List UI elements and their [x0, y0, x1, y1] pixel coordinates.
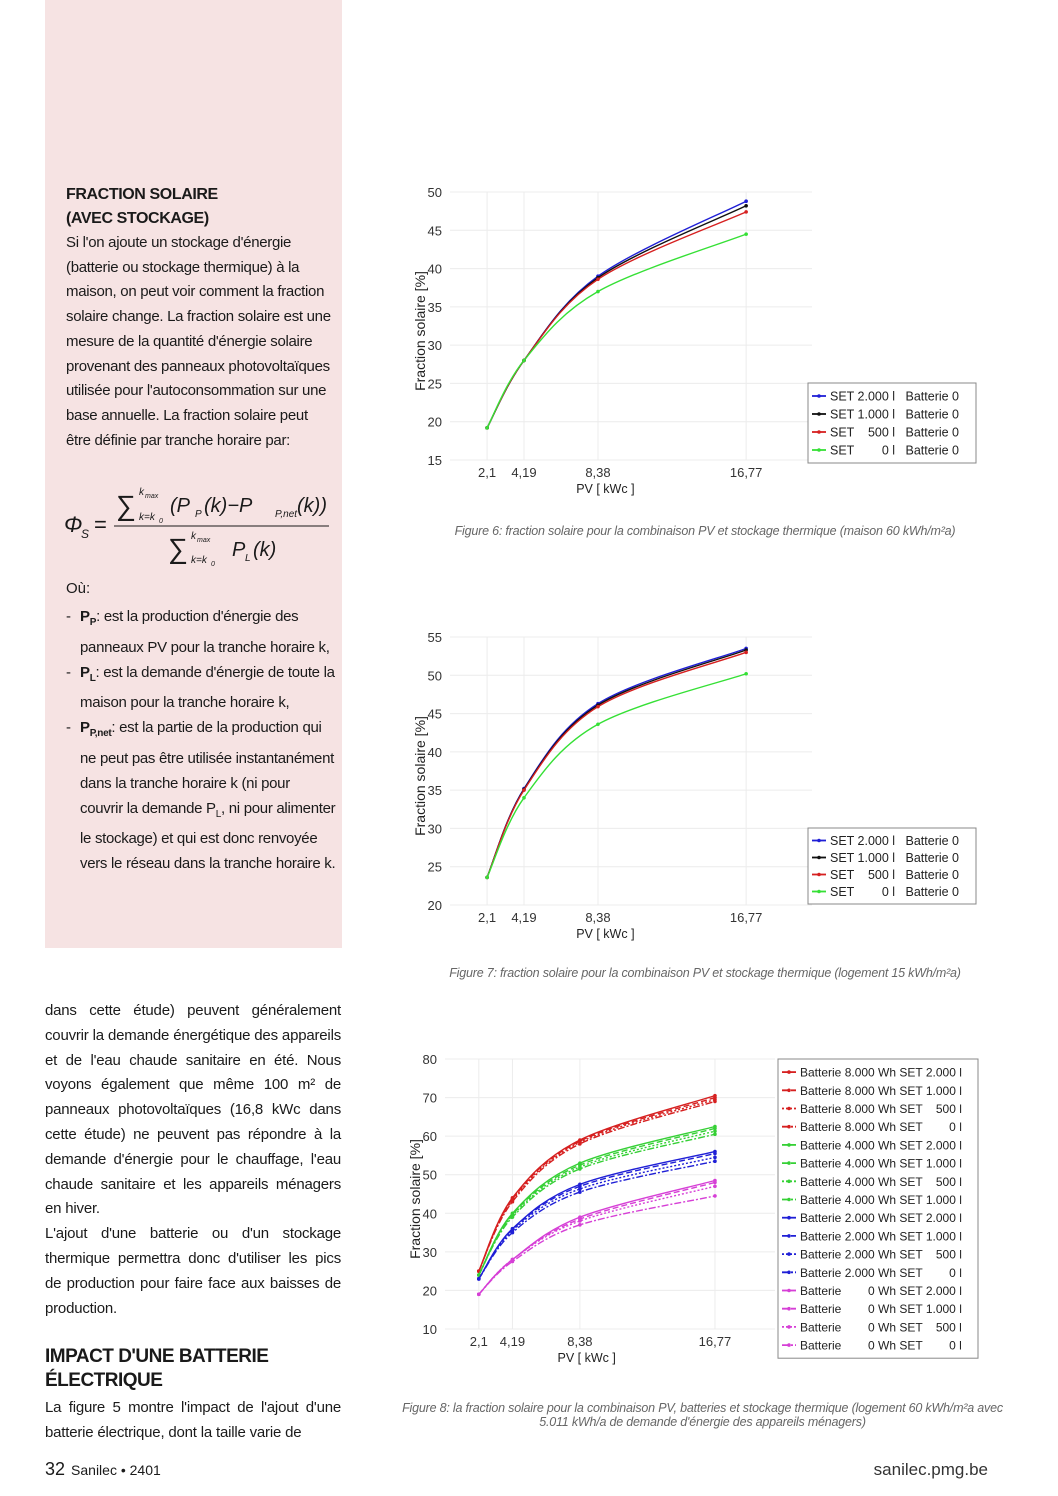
- legend-marker: [787, 1343, 791, 1347]
- formula-lhs-sub: S: [81, 527, 90, 541]
- data-point: [596, 722, 600, 726]
- figure-8-caption: Figure 8: la fraction solaire pour la combinaison PV, batteries et stockage thermique (logement 60 kWh/m²a avec 5.011 kWh/a de demande d'énergie des appareils ménagers): [402, 1401, 1003, 1429]
- y-tick-label: 20: [422, 1283, 437, 1299]
- data-point: [578, 1167, 582, 1171]
- data-point: [596, 277, 600, 281]
- formula-num-net-sub: P,net: [275, 509, 298, 520]
- data-point: [713, 1194, 717, 1198]
- y-tick-label: 45: [427, 706, 442, 722]
- legend-marker: [787, 1161, 791, 1165]
- legend-entry: Batterie 0 Wh SET 1.000 l: [800, 1302, 962, 1317]
- data-point: [713, 1152, 717, 1156]
- y-axis-label: Fraction solaire [%]: [412, 716, 428, 836]
- legend-marker: [787, 1289, 791, 1293]
- legend-entry: SET 2.000 l Batterie 0: [830, 389, 960, 404]
- formula-num-kmax-sub: max: [145, 493, 159, 500]
- section-heading: [45, 1345, 341, 1393]
- y-tick-label: 80: [422, 1052, 437, 1067]
- y-tick-label: 25: [427, 859, 442, 875]
- legend-entry: Batterie 0 Wh SET 0 l: [800, 1338, 962, 1353]
- x-tick-label: 8,38: [567, 1334, 593, 1349]
- legend-entry: Batterie 4.000 Wh SET 2.000 l: [800, 1138, 962, 1153]
- y-tick-label: 45: [427, 223, 442, 239]
- legend-marker: [787, 1234, 791, 1238]
- legend-marker: [787, 1325, 791, 1329]
- y-tick-label: 35: [427, 783, 442, 799]
- x-tick-label: 8,38: [585, 465, 611, 480]
- data-point: [477, 1292, 481, 1296]
- series-line: [487, 648, 746, 877]
- y-tick-label: 20: [427, 898, 442, 913]
- legend-entry: SET 500 l Batterie 0: [830, 425, 960, 440]
- x-tick-label: 4,19: [511, 465, 537, 480]
- x-tick-label: 4,19: [511, 910, 537, 925]
- data-point: [596, 705, 600, 709]
- definition-ppnet: - $P_{P,net}$: est la partie de la production qui ne peut pas être utilisée instantanément dans la tranche horaire k (ni pour couvrir la demande $P_L$, ni pour alimenter le stockage) et qui est donc renvoyée vers le réseau dans la tranche horaire k.: [66, 719, 336, 873]
- series-line: [487, 650, 746, 877]
- formula-num-kfrom-sub: 0: [159, 518, 163, 525]
- formula-den-kmax: k: [191, 531, 196, 542]
- formula-num-p-sub: P: [195, 509, 202, 520]
- legend-marker: [787, 1180, 791, 1184]
- main-paragraph-2: L'ajout d'une batterie ou d'un stockage thermique permettra donc d'utiliser les pics de production pour faire face aux baisses de production.: [45, 1225, 341, 1317]
- legend-entry: SET 2.000 l Batterie 0: [830, 834, 960, 848]
- series-line: [487, 234, 746, 428]
- legend-marker: [787, 1271, 791, 1275]
- legend-marker: [817, 873, 821, 877]
- formula-num-sum: ∑: [116, 490, 136, 521]
- y-axis-label: Fraction solaire [%]: [412, 271, 428, 391]
- y-tick-label: 50: [427, 668, 442, 684]
- formula-num-expr: (P: [170, 495, 190, 517]
- legend-marker: [787, 1307, 791, 1311]
- sidebar-heading-line2: (AVEC STOCKAGE): [66, 210, 209, 227]
- x-tick-label: 16,77: [729, 910, 763, 925]
- grid: [445, 1059, 775, 1329]
- data-point: [522, 359, 526, 363]
- figure-6-chart: [410, 180, 980, 500]
- legend-entry: Batterie 2.000 Wh SET 500 l: [800, 1247, 962, 1262]
- formula-den-kfrom-sub: 0: [211, 561, 215, 568]
- formula-den-kmax-sub: max: [197, 537, 211, 544]
- legend-entry: Batterie 8.000 Wh SET 500 l: [800, 1102, 962, 1116]
- sidebar-paragraph: Si l'on ajoute un stockage d'énergie (batterie ou stockage thermique) à la maison, on peut voir comment la fraction solaire change. La fraction solaire est une mesure de la quantité d'énergie solaire provenant des panneaux photovoltaïques utilisée pour l'autoconsommation sur une base annuelle. La fraction solaire peut être définie par tranche horaire par:: [66, 234, 331, 449]
- legend-entry: Batterie 4.000 Wh SET 1.000 l: [800, 1193, 962, 1207]
- formula-eq: =: [94, 512, 107, 537]
- series-line: [479, 1100, 715, 1272]
- y-tick-label: 35: [427, 299, 442, 315]
- footer-site-link[interactable]: sanilec.pmg.be: [873, 1460, 988, 1479]
- formula-den-sub: L: [245, 553, 251, 564]
- footer-left: [45, 1459, 161, 1480]
- page-number: 32: [45, 1459, 66, 1479]
- legend-marker: [817, 839, 821, 843]
- data-point: [713, 1159, 717, 1163]
- x-axis-label: PV [ kWc ]: [576, 927, 635, 941]
- data-point: [713, 1100, 717, 1104]
- x-tick-label: 16,77: [698, 1334, 732, 1349]
- series-line: [487, 201, 746, 428]
- legend-entry: Batterie 2.000 Wh SET 1.000 l: [800, 1229, 962, 1244]
- legend-marker: [787, 1070, 791, 1074]
- series-line: [479, 1134, 715, 1275]
- magazine-name: Sanilec • 2401: [71, 1462, 161, 1478]
- x-tick-label: 8,38: [585, 910, 611, 925]
- y-tick-label: 30: [422, 1244, 437, 1260]
- data-point: [511, 1200, 515, 1204]
- data-point: [744, 204, 748, 208]
- legend-marker: [787, 1107, 791, 1111]
- series-line: [479, 1127, 715, 1276]
- legend: [778, 1059, 978, 1358]
- legend-marker: [787, 1198, 791, 1202]
- y-tick-label: 55: [427, 630, 442, 645]
- y-tick-label: 30: [427, 821, 442, 837]
- legend-entry: SET 1.000 l Batterie 0: [830, 407, 960, 422]
- grid: [450, 192, 812, 460]
- data-point: [578, 1187, 582, 1191]
- y-tick-label: 40: [427, 261, 442, 277]
- data-point: [578, 1190, 582, 1194]
- sidebar-text: [66, 183, 334, 453]
- data-point: [744, 672, 748, 676]
- legend-marker: [817, 430, 821, 434]
- y-tick-label: 25: [427, 376, 442, 392]
- legend-entry: SET 0 l Batterie 0: [830, 885, 959, 899]
- series-line: [487, 674, 746, 878]
- data-point: [744, 651, 748, 655]
- x-tick-label: 16,77: [729, 465, 763, 480]
- data-point: [477, 1277, 481, 1281]
- legend-marker: [817, 448, 821, 452]
- sidebar-heading: [66, 183, 334, 231]
- definition-list: [66, 605, 336, 877]
- legend-marker: [787, 1125, 791, 1129]
- data-point: [511, 1231, 515, 1235]
- ou-label: Où:: [66, 580, 91, 597]
- legend-marker: [787, 1252, 791, 1256]
- formula-lhs: Φ: [64, 512, 83, 537]
- data-point: [713, 1184, 717, 1188]
- y-tick-label: 10: [422, 1322, 437, 1337]
- series-line: [479, 1101, 715, 1271]
- data-point: [713, 1132, 717, 1136]
- series-line: [487, 206, 746, 428]
- legend-marker: [817, 890, 821, 894]
- data-point: [578, 1219, 582, 1223]
- x-tick-label: 2,1: [478, 910, 497, 925]
- y-tick-label: 30: [427, 338, 442, 354]
- y-tick-label: 40: [427, 744, 442, 760]
- legend-marker: [787, 1089, 791, 1093]
- main-paragraph-1: dans cette étude) peuvent généralement couvrir la demande énergétique des appareils et de l'eau chaude sanitaire en été. Nous voyons également que même 100 m² de panneaux photovoltaïques (16,8 kWc dans cette étude) ne peuvent pas répondre à la demande d'énergie pour le chauffage, l'eau chaude sanitaire et les appareils ménagers en hiver.: [45, 1002, 341, 1218]
- data-point: [713, 1156, 717, 1160]
- figure-7-chart: [410, 625, 980, 945]
- legend-marker: [787, 1216, 791, 1220]
- legend: [808, 828, 976, 904]
- x-tick-label: 4,19: [499, 1334, 526, 1349]
- legend-marker: [817, 856, 821, 860]
- legend: [808, 383, 976, 463]
- legend-entry: Batterie 8.000 Wh SET 1.000 l: [800, 1083, 962, 1098]
- legend-entry: Batterie 2.000 Wh SET 2.000 l: [800, 1211, 962, 1226]
- legend-entry: Batterie 2.000 Wh SET 0 l: [800, 1265, 962, 1280]
- series-line: [487, 212, 746, 428]
- main-paragraph-3: La figure 5 montre l'impact de l'ajout d'une batterie électrique, dont la taille varie de: [45, 1399, 341, 1441]
- formula-num-end: (k)): [297, 495, 327, 517]
- data-point: [511, 1260, 515, 1264]
- formula-den-end: (k): [253, 539, 277, 561]
- x-axis-label: PV [ kWc ]: [576, 482, 635, 496]
- formula-num-kmax: k: [139, 487, 144, 498]
- y-tick-label: 40: [422, 1206, 437, 1222]
- legend-marker: [787, 1143, 791, 1147]
- y-tick-label: 15: [427, 453, 442, 468]
- formula-den-sum: ∑: [168, 533, 188, 564]
- legend-entry: SET 500 l Batterie 0: [830, 868, 960, 882]
- x-tick-label: 2,1: [469, 1334, 488, 1349]
- definition-pp: - $P_P$: est la production d'énergie des panneaux PV pour la tranche horaire k,: [66, 608, 330, 656]
- sidebar-heading-line1: FRACTION SOLAIRE: [66, 186, 218, 203]
- main-text: [45, 999, 341, 1321]
- solar-fraction-formula: [64, 482, 334, 572]
- legend-entry: Batterie 4.000 Wh SET 500 l: [800, 1174, 962, 1189]
- legend-marker: [817, 394, 821, 398]
- legend-entry: SET 1.000 l Batterie 0: [830, 851, 960, 865]
- legend-entry: Batterie 0 Wh SET 500 l: [800, 1320, 962, 1335]
- data-point: [522, 788, 526, 792]
- legend-entry: Batterie 8.000 Wh SET 2.000 l: [800, 1065, 962, 1080]
- section-heading-line1: IMPACT D'UNE BATTERIE: [45, 1346, 269, 1367]
- data-point: [744, 199, 748, 203]
- legend-entry: Batterie 4.000 Wh SET 1.000 l: [800, 1156, 962, 1171]
- x-tick-label: 2,1: [478, 465, 497, 480]
- formula-num-mid: (k)−P: [204, 495, 253, 517]
- series-line: [487, 652, 746, 877]
- figure-6-caption: Figure 6: fraction solaire pour la combinaison PV et stockage thermique (maison 60 kWh/m²a): [454, 524, 956, 538]
- y-tick-label: 60: [422, 1129, 437, 1145]
- data-point: [596, 290, 600, 294]
- legend-entry: Batterie 0 Wh SET 2.000 l: [800, 1284, 962, 1298]
- figure-7-caption: Figure 7: fraction solaire pour la combinaison PV et stockage thermique (logement 15 kWh/m²a): [449, 966, 961, 980]
- data-point: [744, 210, 748, 214]
- data-point: [578, 1142, 582, 1146]
- section-heading-line2: ÉLECTRIQUE: [45, 1370, 163, 1391]
- formula-den-kfrom: k=k: [191, 555, 207, 566]
- grid: [450, 637, 812, 905]
- y-tick-label: 50: [427, 185, 442, 200]
- legend-entry: SET 0 l Batterie 0: [830, 443, 959, 458]
- data-point: [485, 426, 489, 430]
- definition-pl: - $P_L$: est la demande d'énergie de toute la maison pour la tranche horaire k,: [66, 663, 335, 712]
- data-point: [522, 796, 526, 800]
- data-point: [485, 876, 489, 880]
- legend-marker: [817, 412, 821, 416]
- y-axis-label: Fraction solaire [%]: [407, 1139, 423, 1259]
- data-point: [511, 1215, 515, 1219]
- formula-num-kfrom: k=k: [139, 512, 155, 523]
- figure-8-chart: [405, 1045, 985, 1375]
- formula-den-expr: P: [232, 539, 246, 561]
- y-tick-label: 70: [422, 1090, 437, 1106]
- legend-entry: Batterie 8.000 Wh SET 0 l: [800, 1120, 962, 1135]
- x-axis-label: PV [ kWc ]: [557, 1351, 616, 1365]
- y-tick-label: 50: [422, 1167, 437, 1183]
- data-point: [713, 1129, 717, 1133]
- data-point: [713, 1181, 717, 1185]
- y-tick-label: 20: [427, 414, 442, 430]
- data-point: [744, 232, 748, 236]
- data-point: [578, 1223, 582, 1227]
